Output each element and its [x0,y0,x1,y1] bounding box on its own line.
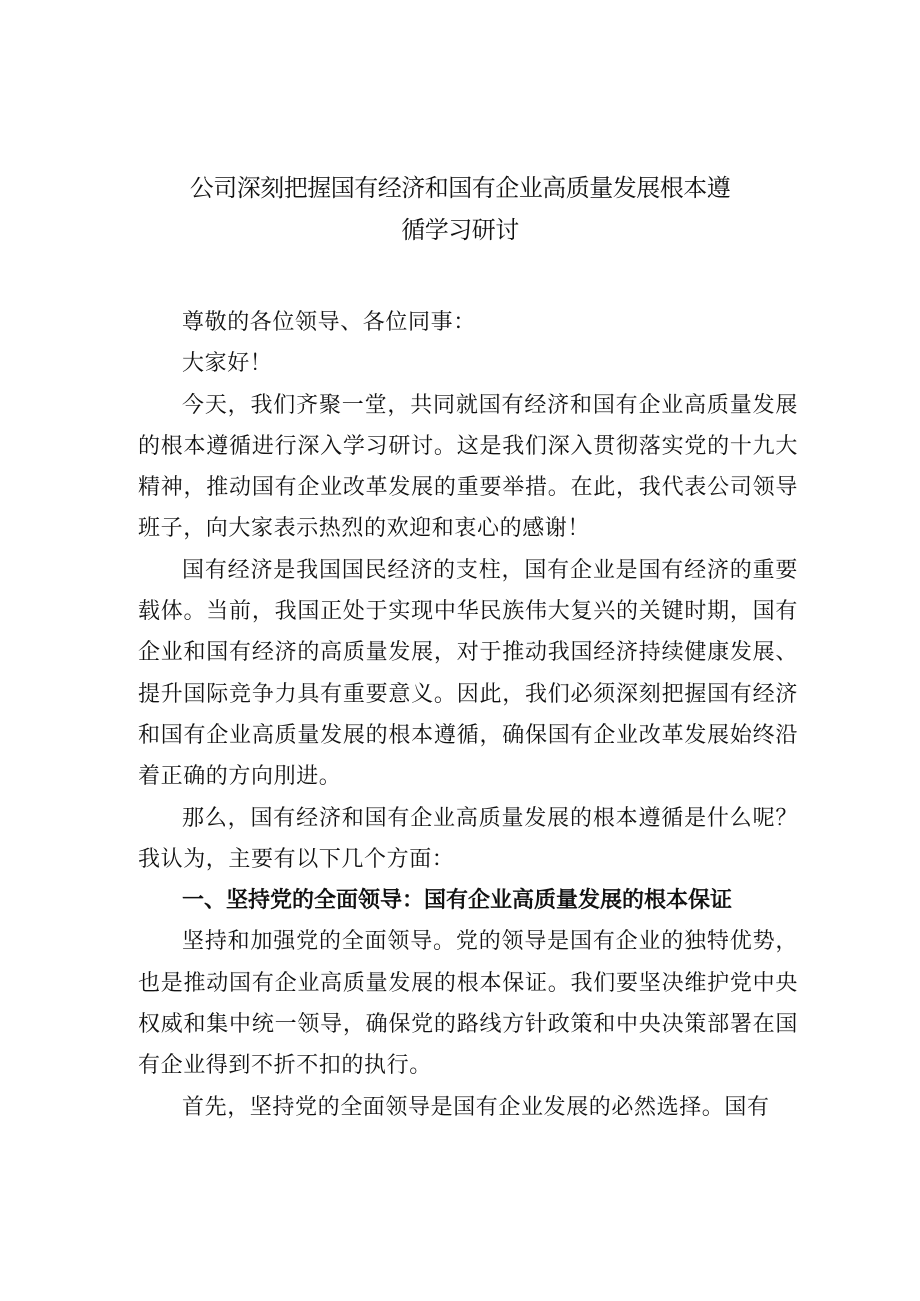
body-paragraph: 坚持和加强党的全面领导。党的领导是国有企业的独特优势，也是推动国有企业高质量发展的根本保证。我们要坚决维护党中央权威和集中统一领导，确保党的路线方针政策和中央决策部署在国有企业得到不折不扣的执行。 [138,929,798,1079]
body-paragraph: 首先，坚持党的全面领导是国有企业发展的必然选择。国有 [182,1094,770,1120]
greeting: 大家好！ [182,351,273,377]
section-heading: 一、坚持党的全面领导：国有企业高质量发展的根本保证 [182,888,733,914]
body-paragraph: 那么，国有经济和国有企业高质量发展的根本遵循是什么呢？我认为，主要有以下几个方面： [138,805,798,872]
document-title-line-2: 循学习研讨 [401,216,519,244]
salutation: 尊敬的各位领导、各位同事： [182,310,476,335]
body-paragraph: 今天，我们齐聚一堂，共同就国有经济和国有企业高质量发展的根本遵循进行深入学习研讨。这是我们深入贯彻落实党的十九大精神，推动国有企业改革发展的重要举措。在此，我代表公司领导班子，向大家表示热烈的欢迎和衷心的感谢！ [138,392,798,542]
document-title-line-1: 公司深刻把握国有经济和国有企业高质量发展根本遵 [189,174,731,202]
body-paragraph: 国有经济是我国国民经济的支柱，国有企业是国有经济的重要载体。当前，我国正处于实现中华民族伟大复兴的关键时期，国有企业和国有经济的高质量发展，对于推动我国经济持续健康发展、提升国际竞争力具有重要意义。因此，我们必须深刻把握国有经济和国有企业高质量发展的根本遵循，确保国有企业改革发展始终沿着正确的方向刖进。 [138,557,798,790]
document-body [138,302,798,1128]
